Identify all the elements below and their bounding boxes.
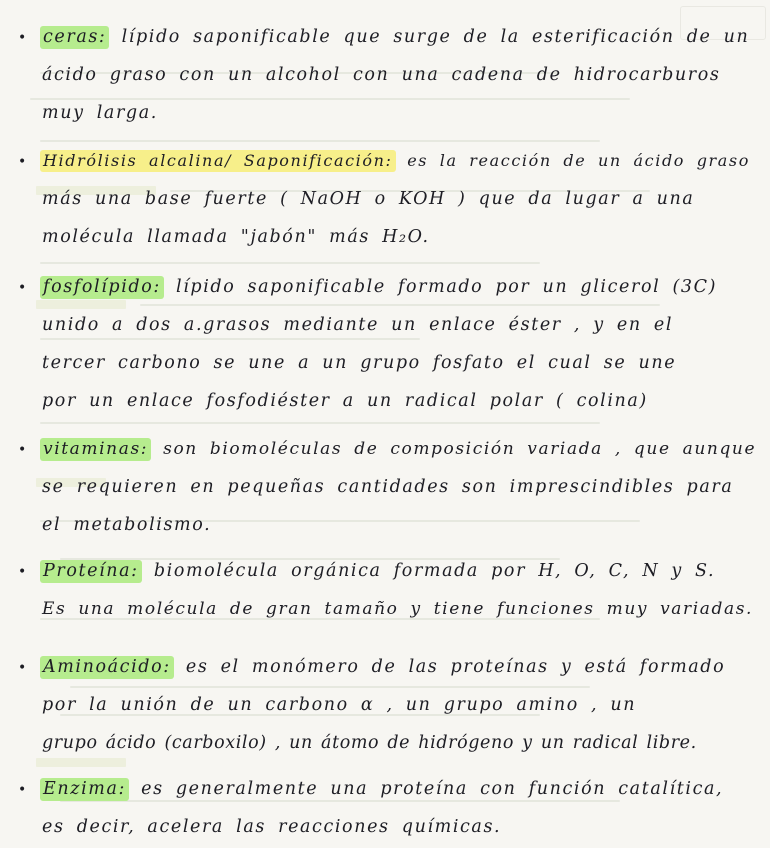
definition-text: es decir, acelera las reacciones químicas.	[42, 817, 502, 837]
definition-text: grupo ácido (carboxilo) , un átomo de hidrógeno y un radical libre.	[42, 733, 697, 753]
definition-text: es generalmente una proteína con función catalítica,	[141, 779, 724, 799]
bullet-icon: •	[18, 442, 28, 458]
definition-entry	[18, 552, 758, 628]
definition-entry	[18, 648, 758, 762]
definition-entry	[18, 268, 758, 420]
definition-text: es la reacción de un ácido graso	[407, 151, 750, 170]
bullet-icon: •	[18, 782, 28, 798]
term-highlight: vitaminas:	[40, 438, 151, 461]
definition-entry	[18, 18, 758, 132]
definition-entry	[18, 142, 758, 256]
definition-text: Es una molécula de gran tamaño y tiene funciones muy variadas.	[42, 599, 754, 619]
definition-text: ácido graso con un alcohol con una cadena de hidrocarburos	[42, 65, 721, 85]
term-highlight: Aminoácido:	[40, 656, 174, 679]
definition-text: tercer carbono se une a un grupo fosfato el cual se une	[42, 353, 677, 373]
bullet-icon: •	[18, 280, 28, 296]
definition-text: molécula llamada "jabón" más H₂O.	[42, 227, 430, 247]
definition-text: por la unión de un carbono α , un grupo amino , un	[42, 695, 637, 715]
definition-entry	[18, 430, 758, 544]
term-highlight: ceras:	[40, 26, 109, 49]
definition-text: por un enlace fosfodiéster a un radical polar ( colina)	[42, 391, 648, 411]
definition-text: el metabolismo.	[42, 515, 212, 535]
term-highlight: Proteína:	[40, 560, 142, 583]
definition-text: lípido saponificable que surge de la esterificación de un	[121, 27, 750, 47]
definition-text: más una base fuerte ( NaOH o KOH ) que da lugar a una	[42, 189, 695, 209]
bullet-icon: •	[18, 30, 28, 46]
definition-entry	[18, 770, 758, 846]
bullet-icon: •	[18, 660, 28, 676]
definition-text: biomolécula orgánica formada por H, O, C, N y S.	[153, 561, 716, 581]
bullet-icon: •	[18, 154, 28, 170]
definition-text: lípido saponificable formado por un glicerol (3C)	[176, 277, 718, 297]
definition-text: muy larga.	[42, 103, 158, 123]
term-highlight: Hidrólisis alcalina/ Saponificación:	[40, 150, 396, 172]
bullet-icon: •	[18, 564, 28, 580]
definition-text: son biomoléculas de composición variada , que aunque	[163, 439, 757, 459]
term-highlight: fosfolípido:	[40, 276, 164, 299]
term-highlight: Enzima:	[40, 778, 129, 801]
definition-text: es el monómero de las proteínas y está formado	[185, 657, 726, 677]
definition-text: unido a dos a.grasos mediante un enlace éster , y en el	[42, 315, 674, 335]
definition-text: se requieren en pequeñas cantidades son imprescindibles para	[42, 477, 734, 497]
